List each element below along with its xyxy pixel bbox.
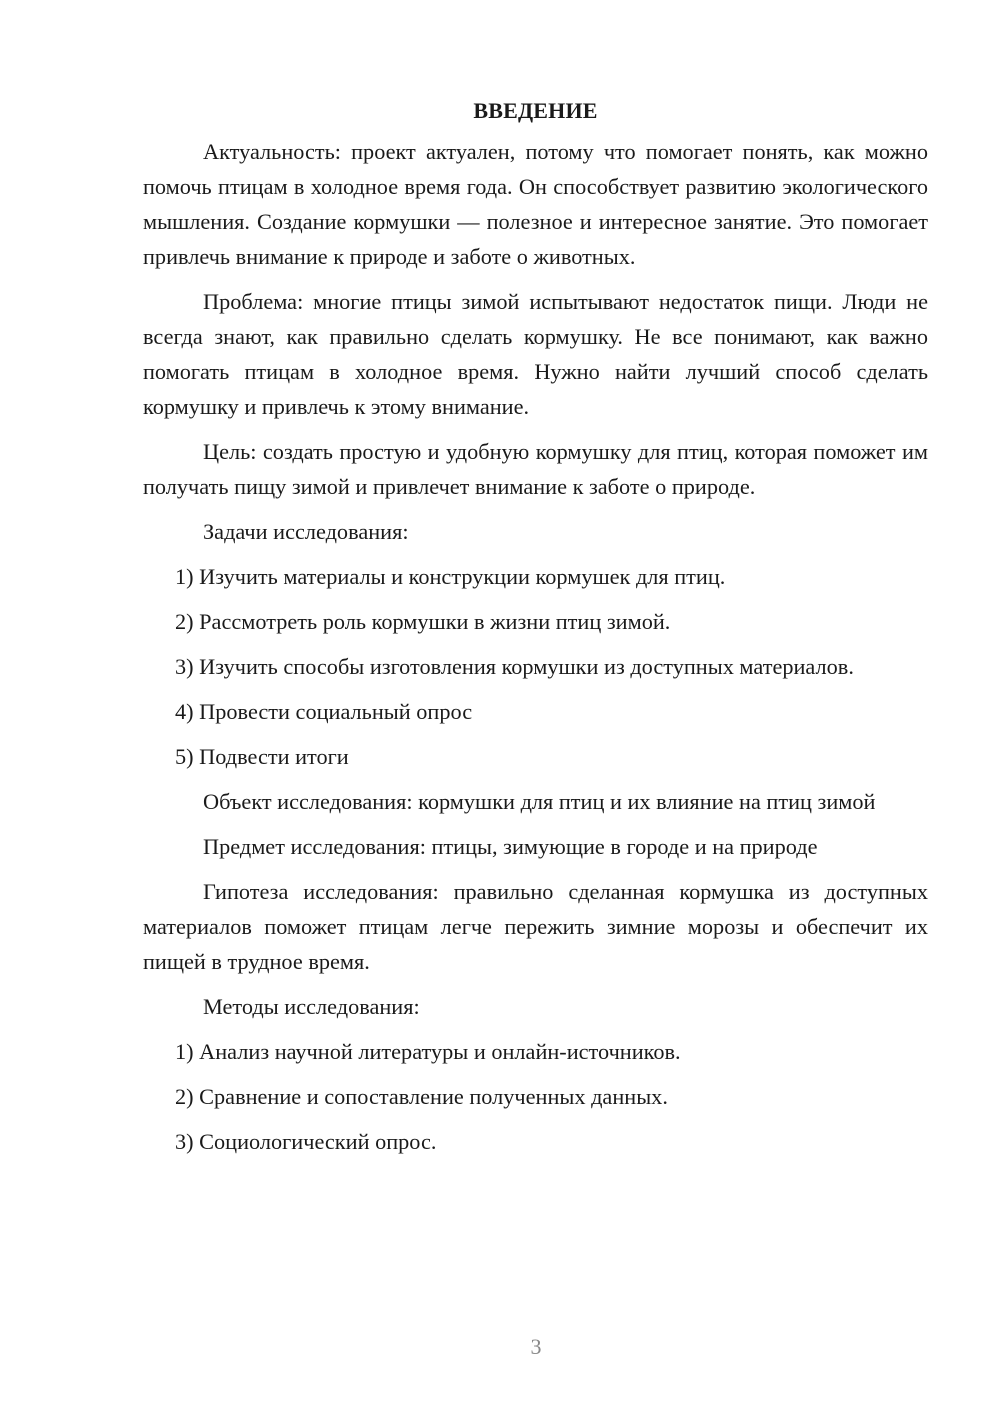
tasks-heading: Задачи исследования: bbox=[203, 519, 409, 544]
task-item: 1) Изучить материалы и конструкции кормушек для птиц. bbox=[175, 564, 726, 589]
method-item: 2) Сравнение и сопоставление полученных данных. bbox=[175, 1084, 668, 1109]
hypothesis-paragraph: Гипотеза исследования: правильно сделанная кормушка из доступных материалов поможет птицам легче пережить зимние морозы и обеспечит их пищей в трудное время. bbox=[143, 879, 928, 974]
task-item: 4) Провести социальный опрос bbox=[175, 699, 473, 724]
method-item: 1) Анализ научной литературы и онлайн-источников. bbox=[175, 1039, 681, 1064]
task-item: 3) Изучить способы изготовления кормушки из доступных материалов. bbox=[175, 654, 854, 679]
task-item: 2) Рассмотреть роль кормушки в жизни птиц зимой. bbox=[175, 609, 671, 634]
relevance-paragraph: Актуальность: проект актуален, потому что помогает понять, как можно помочь птицам в холодное время года. Он способствует развитию экологического мышления. Создание кормушки — полезное и интересное занятие. Это помогает привлечь внимание к природе и заботе о животных. bbox=[143, 139, 928, 269]
document-page bbox=[143, 96, 928, 1169]
object-paragraph: Объект исследования: кормушки для птиц и их влияние на птиц зимой bbox=[203, 789, 876, 814]
goal-paragraph: Цель: создать простую и удобную кормушку для птиц, которая поможет им получать пищу зимой и привлечет внимание к заботе о природе. bbox=[143, 439, 928, 499]
section-title: ВВЕДЕНИЕ bbox=[473, 98, 598, 123]
problem-paragraph: Проблема: многие птицы зимой испытывают недостаток пищи. Люди не всегда знают, как правильно сделать кормушку. Не все понимают, как важно помогать птицам в холодное время. Нужно найти лучший способ сделать кормушку и привлечь к этому внимание. bbox=[143, 289, 928, 419]
method-item: 3) Социологический опрос. bbox=[175, 1129, 437, 1154]
subject-paragraph: Предмет исследования: птицы, зимующие в городе и на природе bbox=[203, 834, 818, 859]
methods-heading: Методы исследования: bbox=[203, 994, 420, 1019]
page-number: 3 bbox=[530, 1334, 542, 1359]
task-item: 5) Подвести итоги bbox=[175, 744, 349, 769]
